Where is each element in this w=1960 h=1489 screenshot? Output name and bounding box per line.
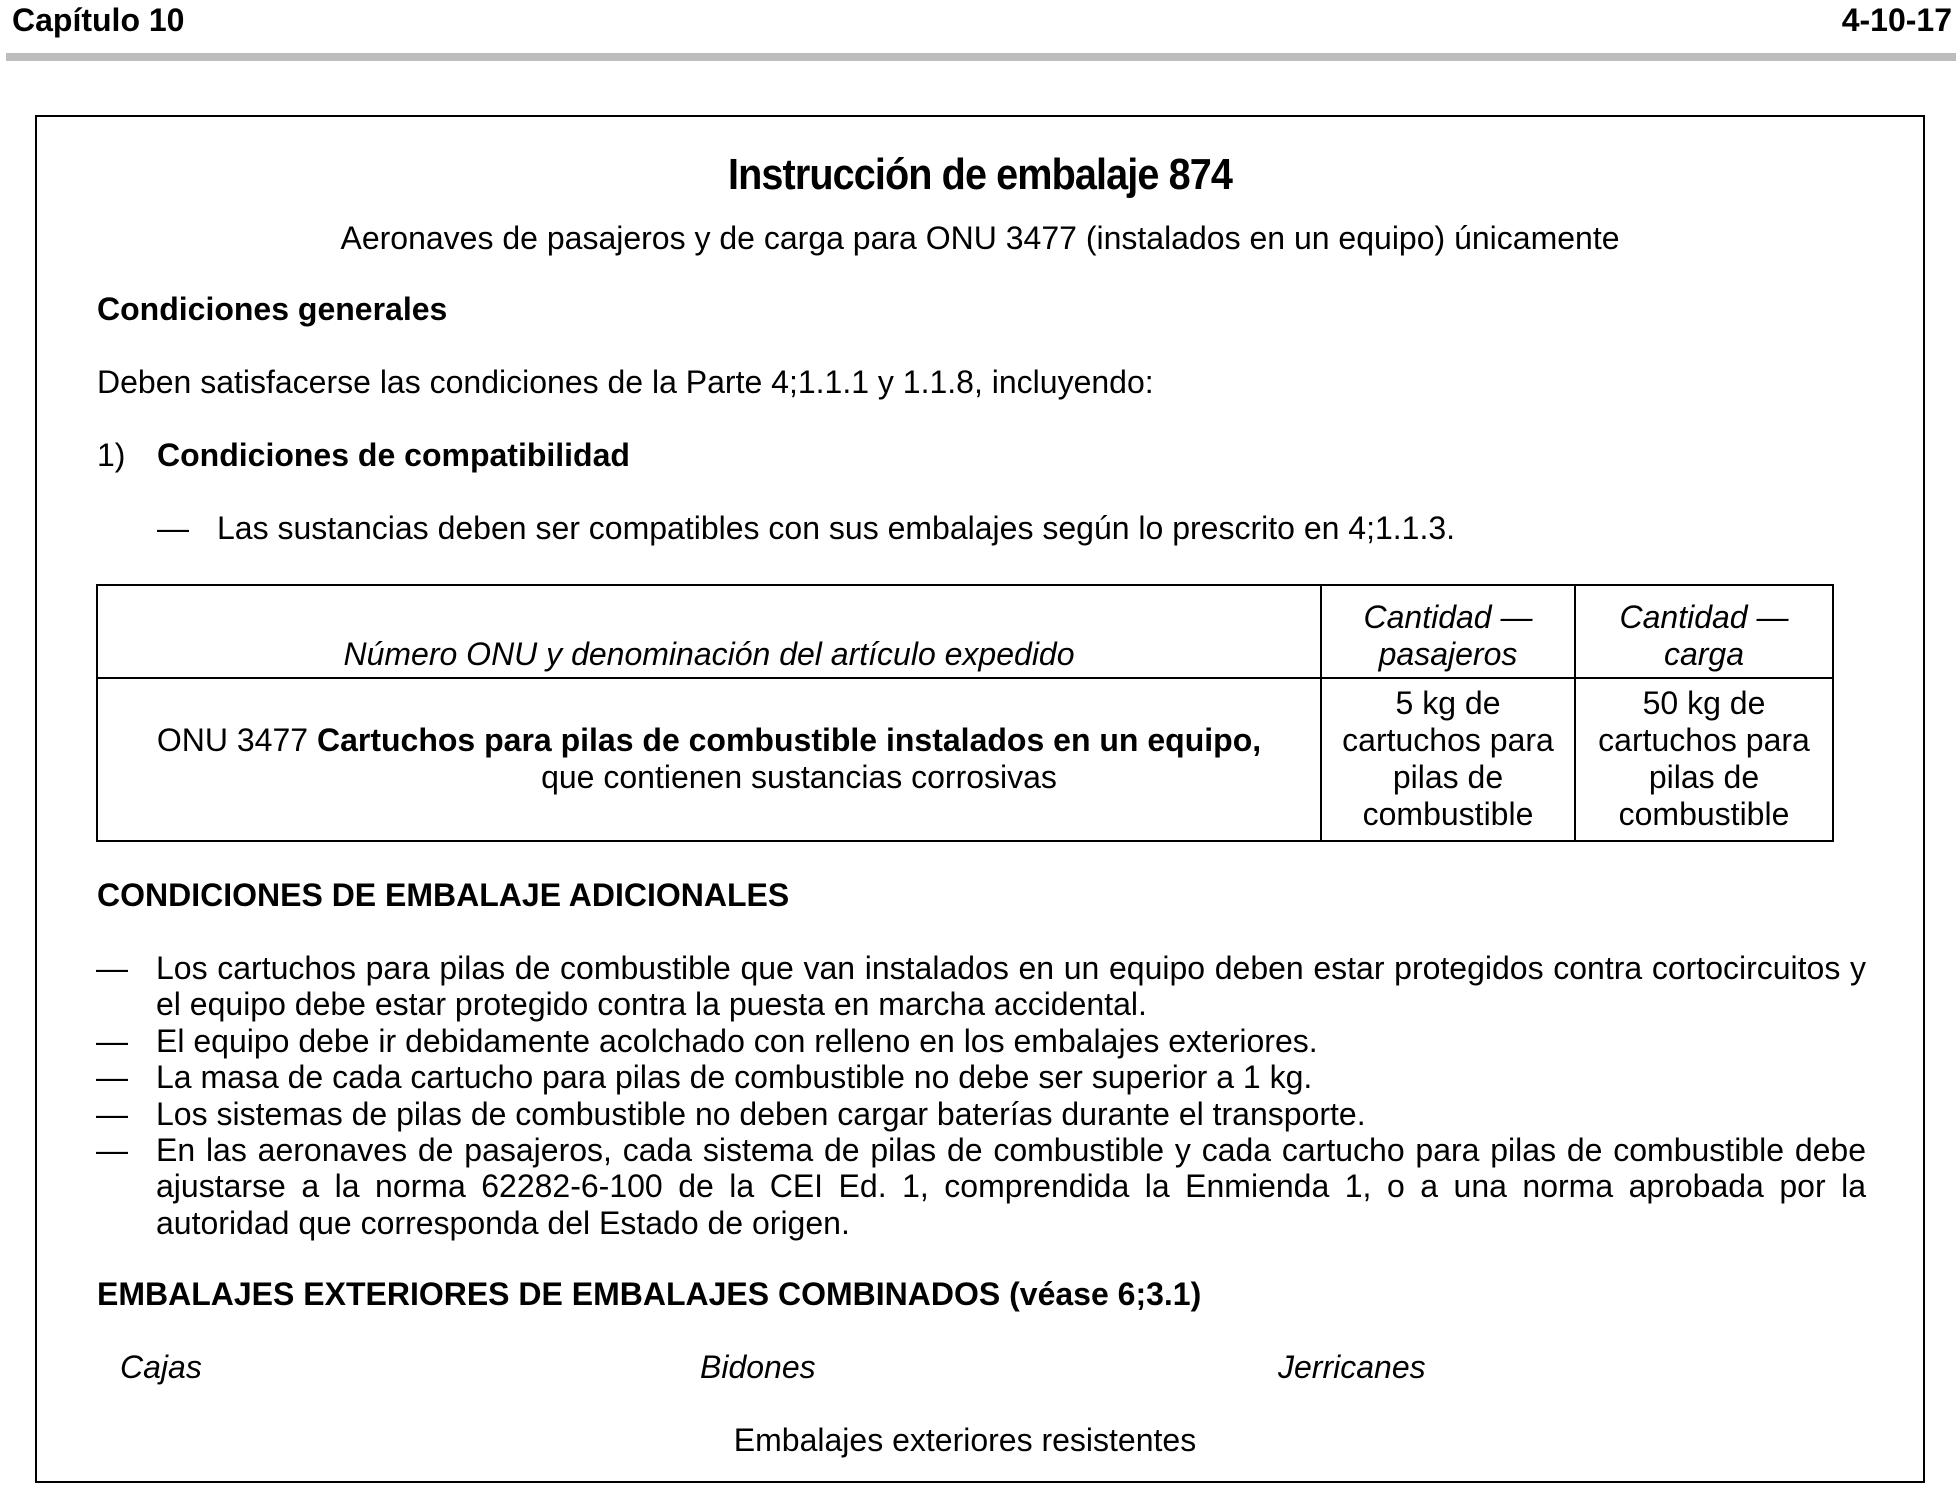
instruction-subtitle: Aeronaves de pasajeros y de carga para ONU 3477 (instalados en un equipo) únicamente (340, 220, 1620, 256)
col-header-passenger-line1: Cantidad — (1363, 599, 1533, 635)
cargo-qty-line4: combustible (1618, 796, 1790, 832)
list-item (96, 1096, 1866, 1132)
list-item-text: El equipo debe ir debidamente acolchado con relleno en los embalajes exteriores. (156, 1022, 1318, 1059)
col-header-cargo (1575, 585, 1833, 678)
list-item-text: Los sistemas de pilas de combustible no deben cargar baterías durante el transporte. (156, 1095, 1366, 1132)
dash-bullet: — (96, 1022, 128, 1059)
general-conditions-heading: Condiciones generales (97, 291, 448, 327)
instruction-title: Instrucción de embalaje 874 (728, 150, 1232, 199)
list-item (96, 1023, 1866, 1059)
un-description: que contienen sustancias corrosivas (541, 759, 1057, 795)
passenger-qty-line4: combustible (1362, 796, 1534, 832)
dash-bullet: — (96, 1095, 128, 1132)
col-header-cargo-line1: Cantidad — (1619, 599, 1789, 635)
compat-text: Las sustancias deben ser compatibles con sus embalajes según lo prescrito en 4;1.1.3. (217, 510, 1456, 546)
table-header-row (97, 585, 1833, 678)
cargo-qty-line1: 50 kg de (1642, 685, 1766, 721)
passenger-qty-line3: pilas de (1392, 759, 1504, 795)
header-rule (6, 53, 1956, 61)
list-item (96, 950, 1866, 1023)
un-number: ONU 3477 (156, 722, 309, 758)
additional-conditions-list (96, 950, 1866, 1241)
strong-outer-packagings: Embalajes exteriores resistentes (733, 1422, 1197, 1458)
list-item-text: La masa de cada cartucho para pilas de combustible no debe ser superior a 1 kg. (156, 1059, 1313, 1096)
col-header-un-name-text: Número ONU y denominación del artículo expedido (343, 636, 1075, 672)
outer-packaging-heading: EMBALAJES EXTERIORES DE EMBALAJES COMBINADOS (véase 6;3.1) (97, 1276, 1202, 1312)
general-conditions-intro: Deben satisfacerse las condiciones de la Parte 4;1.1.1 y 1.1.8, incluyendo: (97, 364, 1154, 400)
cell-cargo-qty (1575, 678, 1833, 841)
quantity-table (96, 584, 1834, 842)
col-header-passenger (1321, 585, 1575, 678)
col-header-cargo-line2: carga (1663, 636, 1745, 672)
proper-shipping-name: Cartuchos para pilas de combustible instalados en un equipo, (316, 722, 1262, 758)
list-item (96, 1132, 1866, 1241)
col-boxes: Cajas (120, 1349, 202, 1385)
list-item-text: Los cartuchos para pilas de combustible que van instalados en un equipo deben estar protegidos contra cortocircuitos y el equipo debe estar protegido contra la puesta en marcha accidental. (156, 950, 1866, 1023)
list-item-text: En las aeronaves de pasajeros, cada sistema de pilas de combustible y cada cartucho para pilas de combustible debe ajustarse a la norma 62282-6-100 de la CEI Ed. 1, comprendida la Enmienda 1, o a una norma aprobada por la autoridad que corresponda del Estado de origen. (156, 1132, 1866, 1241)
additional-conditions-heading: CONDICIONES DE EMBALAJE ADICIONALES (97, 877, 790, 913)
page-header (8, 0, 1954, 44)
dash-bullet: — (96, 1059, 128, 1096)
col-header-un-name (97, 585, 1321, 678)
chapter-label: Capítulo 10 (12, 2, 185, 38)
compat-dash: — (157, 510, 189, 546)
dash-bullet: — (96, 1132, 128, 1169)
page-number: 4-10-17 (1841, 2, 1952, 38)
dash-bullet: — (96, 950, 128, 986)
col-jerricans: Jerricanes (1278, 1349, 1426, 1385)
compat-item-number: 1) (97, 437, 126, 473)
passenger-qty-line1: 5 kg de (1395, 685, 1501, 721)
col-header-passenger-line2: pasajeros (1378, 636, 1518, 672)
passenger-qty-line2: cartuchos para (1342, 722, 1554, 758)
cargo-qty-line3: pilas de (1648, 759, 1760, 795)
table-row (97, 678, 1833, 841)
cell-un-name (97, 678, 1321, 841)
list-item (96, 1059, 1866, 1095)
cargo-qty-line2: cartuchos para (1598, 722, 1810, 758)
cell-passenger-qty (1321, 678, 1575, 841)
compat-heading: Condiciones de compatibilidad (157, 437, 630, 473)
col-drums: Bidones (700, 1349, 816, 1385)
